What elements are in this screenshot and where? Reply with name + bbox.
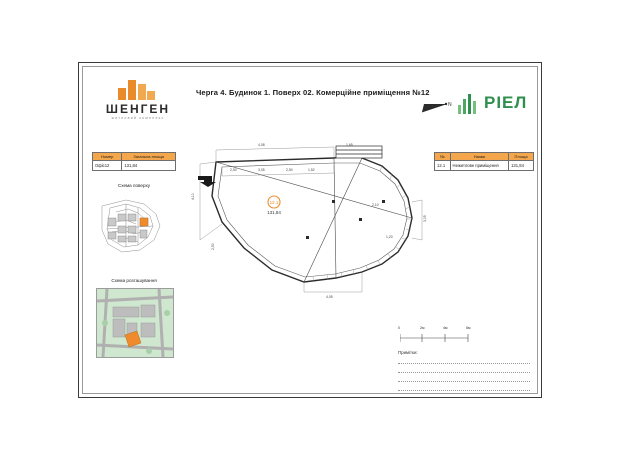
svg-text:12.1: 12.1 (269, 200, 279, 205)
svg-text:2,10: 2,10 (372, 203, 379, 207)
svg-text:1,20: 1,20 (386, 235, 393, 239)
svg-text:4,10: 4,10 (191, 193, 195, 200)
unit-summary-table (92, 152, 176, 171)
cell-room-name: Нежитлове приміщення (450, 161, 509, 171)
notes-line (398, 364, 530, 373)
riel-bars-icon (458, 94, 480, 114)
shengen-bars-icon (116, 80, 156, 100)
svg-text:2,50: 2,50 (230, 168, 237, 172)
svg-text:2,50: 2,50 (211, 243, 215, 250)
room-schedule-table (434, 152, 534, 171)
key-floor-plan (96, 192, 172, 264)
brand-logo (92, 80, 184, 126)
svg-text:1,65: 1,65 (346, 143, 353, 147)
brand-tagline: житловий комплекс (111, 116, 165, 120)
site-plan-caption: Схема розташування (111, 278, 157, 283)
notes-line (398, 382, 530, 391)
brand-name: ШЕНГЕН (105, 102, 171, 116)
table-header-row (93, 153, 176, 161)
scale-tick-2: 4м (443, 326, 448, 330)
cell-room-area: 131,84 (509, 161, 534, 171)
svg-text:2,50: 2,50 (286, 168, 293, 172)
svg-text:3,05: 3,05 (423, 215, 427, 222)
svg-text:1,52: 1,52 (308, 168, 315, 172)
developer-name: РІЕЛ (484, 93, 528, 112)
compass-label: N (448, 102, 452, 108)
svg-text:4,08: 4,08 (258, 143, 265, 147)
col-header-name: Назва (450, 153, 509, 161)
col-header-area: Площа (509, 153, 534, 161)
svg-text:3,05: 3,05 (258, 168, 265, 172)
cell-unit-number: Офіс12 (93, 161, 122, 171)
svg-text:4,05: 4,05 (326, 295, 333, 299)
commercial-unit-floor-plan (186, 140, 434, 310)
floor-plan-caption: Схема поверху (117, 183, 151, 188)
cell-room-index: 12.1 (435, 161, 451, 171)
scale-tick-1: 2м (420, 326, 425, 330)
scale-tick-0: 0 (398, 326, 400, 330)
table-row (93, 161, 176, 171)
view-direction-arrow-icon (196, 174, 218, 188)
north-arrow-icon (420, 92, 460, 118)
cell-unit-area: 131,84 (122, 161, 176, 171)
site-location-plan (96, 288, 174, 358)
notes-line (398, 355, 530, 364)
table-header-row (435, 153, 534, 161)
notes-label: Примітки: (398, 350, 418, 355)
scale-tick-3: 6м (466, 326, 471, 330)
notes-block (398, 350, 530, 391)
page-title: Черга 4. Будинок 1. Поверх 02. Комерційне приміщення №12 (196, 88, 430, 97)
col-header-number: Номер (93, 153, 122, 161)
svg-text:131,84: 131,84 (267, 210, 281, 215)
developer-logo (458, 92, 534, 118)
col-header-total-area: Загальна площа (122, 153, 176, 161)
scale-bar-icon (400, 330, 470, 342)
table-row (435, 161, 534, 171)
notes-line (398, 373, 530, 382)
col-header-index: № (435, 153, 451, 161)
